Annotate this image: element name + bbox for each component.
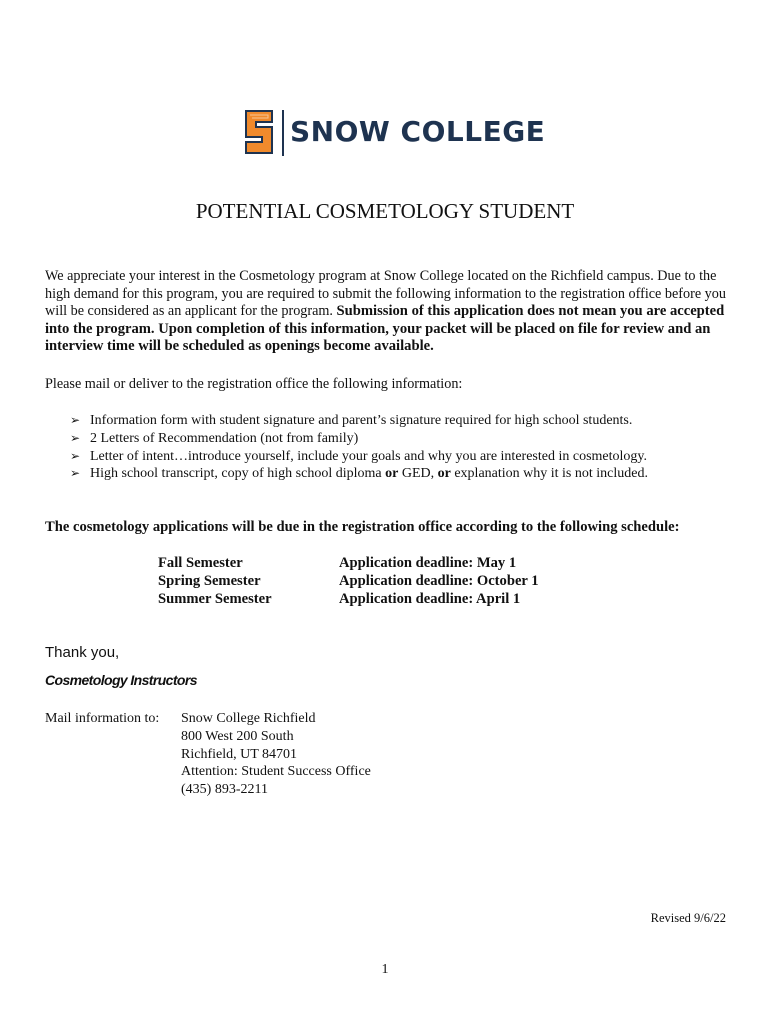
logo-divider	[282, 110, 284, 156]
schedule-row	[158, 591, 578, 609]
mail-to-label: Mail information to:	[45, 711, 160, 726]
mail-instruction: Please mail or deliver to the registration office the following information:	[45, 376, 463, 392]
arrow-bullet-icon: ➢	[70, 430, 81, 445]
schedule-term: Spring Semester	[158, 572, 261, 589]
address-phone: (435) 893-2211	[181, 782, 268, 798]
list-item: ➢ 2 Letters of Recommendation (not from family)	[70, 430, 359, 446]
list-item: ➢ High school transcript, copy of high school diploma or GED, or explanation why it is not included.	[70, 466, 648, 482]
schedule-deadline: Application deadline: May 1	[339, 555, 517, 571]
list-item: ➢ Information form with student signature and parent’s signature required for high school students.	[70, 413, 633, 428]
arrow-bullet-icon: ➢	[70, 413, 81, 427]
logo-wordmark: SNOW COLLEGE	[290, 115, 546, 148]
schedule-table	[158, 555, 578, 608]
schedule-row	[158, 573, 578, 591]
snow-college-logo	[243, 108, 546, 158]
schedule-term: Fall Semester	[158, 555, 243, 571]
intro-paragraph	[45, 268, 730, 356]
intro-text: We appreciate your interest in the Cosmetology program at Snow College located on the Richfield campus. Due to the high demand for this program, you are required to submit the following information to the registration office before you will be considered as an applicant for the program.	[45, 268, 726, 320]
address-line: 800 West 200 South	[181, 728, 294, 744]
mailing-address	[181, 710, 371, 799]
intro-bold-text: Submission of this application does not mean you are accepted into the program. Upon completion of this information, your packet will be placed on file for review and an interview time will be scheduled as openings become available.	[45, 303, 725, 355]
schedule-term: Summer Semester	[158, 590, 272, 607]
revision-date: Revised 9/6/22	[650, 911, 726, 925]
address-line: Attention: Student Success Office	[181, 764, 371, 780]
schedule-deadline: Application deadline: April 1	[339, 590, 521, 607]
arrow-bullet-icon: ➢	[70, 466, 81, 481]
list-item: ➢ Letter of intent…introduce yourself, include your goals and why you are interested in cosmetology.	[70, 448, 647, 464]
schedule-row	[158, 555, 578, 573]
requirements-list	[70, 412, 648, 483]
snow-college-s-mark-icon	[243, 110, 275, 154]
closing-signature: Cosmetology Instructors	[45, 672, 197, 688]
address-line: Snow College Richfield	[181, 711, 316, 726]
arrow-bullet-icon: ➢	[70, 448, 81, 463]
page-title: POTENTIAL COSMETOLOGY STUDENT	[195, 199, 575, 223]
page-number: 1	[381, 962, 389, 977]
schedule-heading: The cosmetology applications will be due in the registration office according to the following schedule:	[45, 519, 680, 535]
address-line: Richfield, UT 84701	[181, 746, 298, 762]
schedule-deadline: Application deadline: October 1	[339, 572, 539, 589]
closing-thanks: Thank you,	[45, 644, 120, 661]
